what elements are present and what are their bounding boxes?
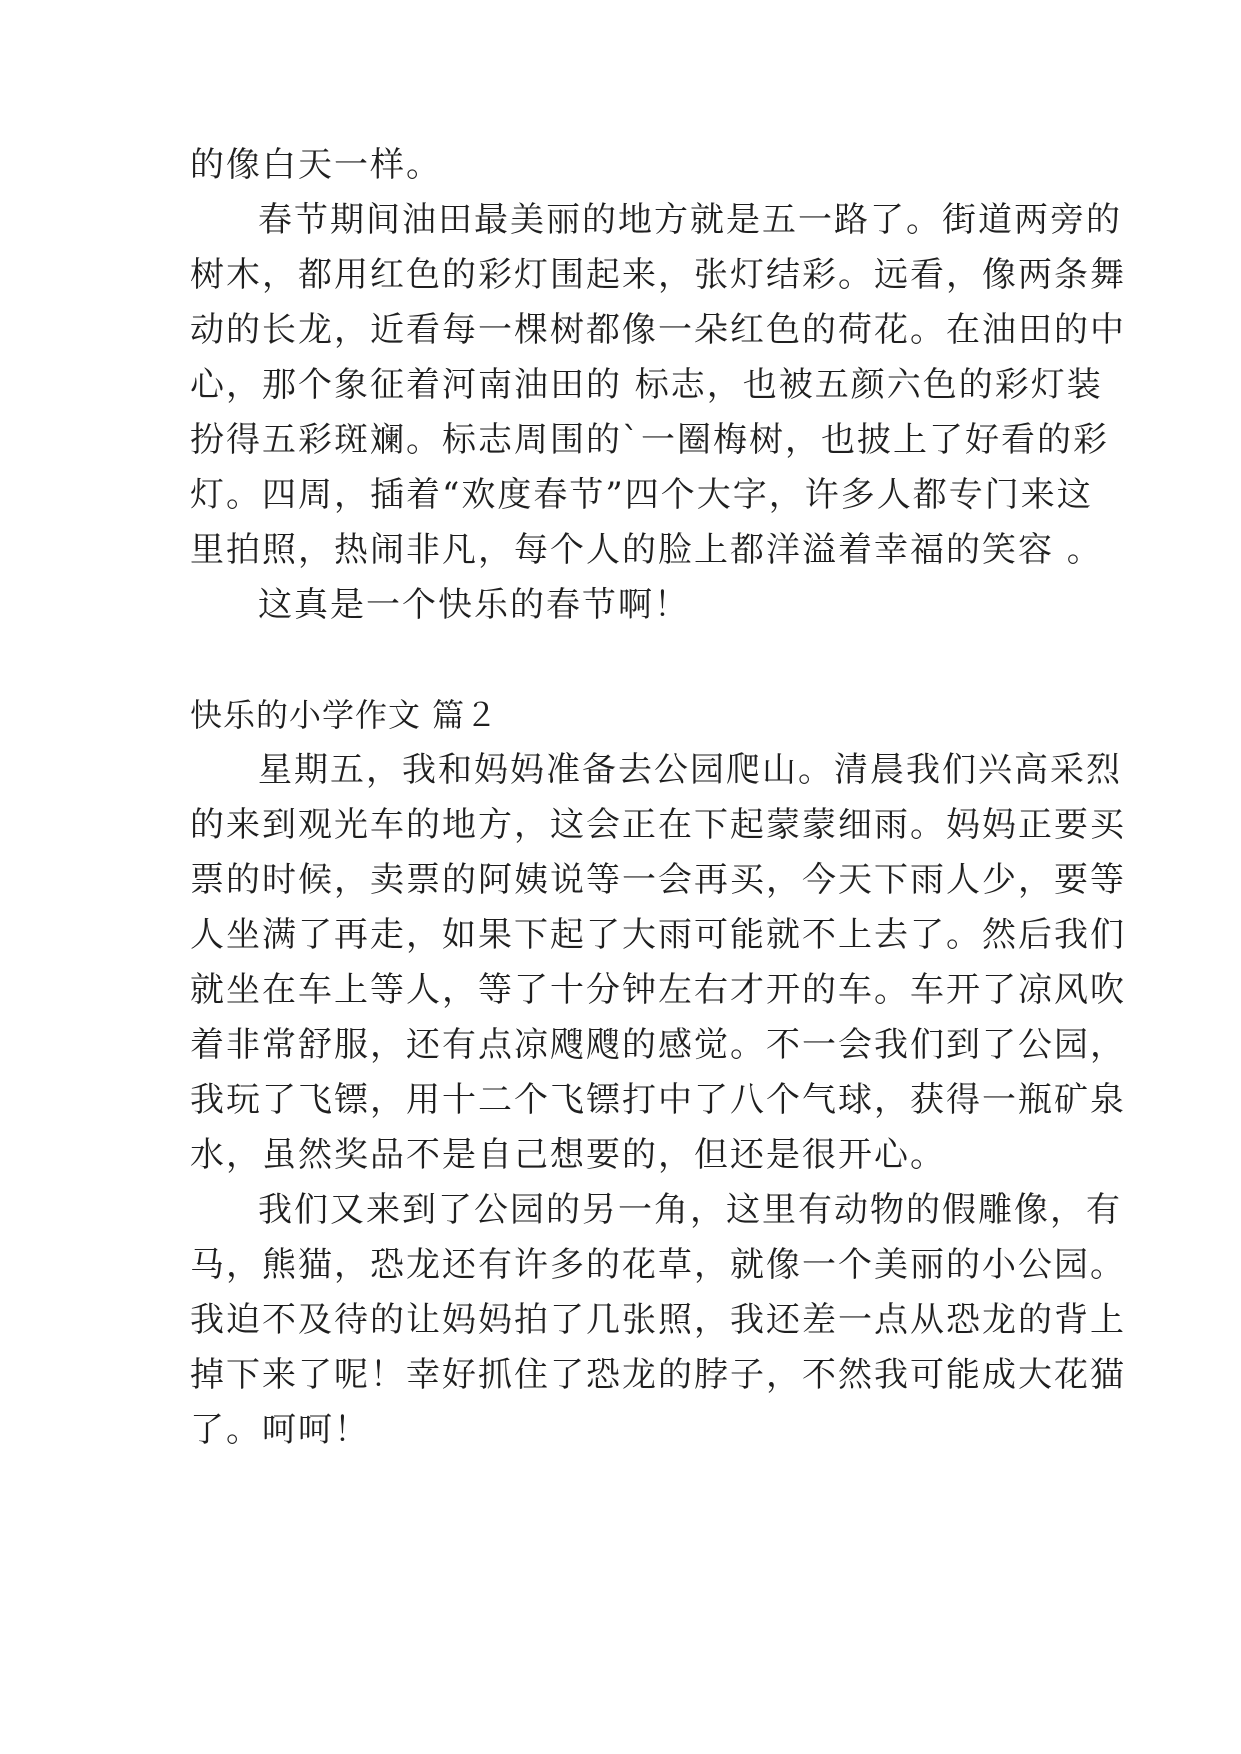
section-heading: 快乐的小学作文 篇２ (190, 696, 499, 734)
text-line: 的像白天一样。 (190, 145, 442, 185)
paragraph-start: 我们又来到了公园的另一角，这里有动物的假雕像，有 (258, 1190, 1122, 1230)
text-line: 动的长龙，近看每一棵树都像一朵红色的荷花。在油田的中 (190, 310, 1126, 350)
text-line: 票的时候，卖票的阿姨说等一会再买，今天下雨人少，要等 (190, 860, 1126, 900)
text-line: 着非常舒服，还有点凉飕飕的感觉。不一会我们到了公园， (190, 1025, 1126, 1065)
text-line: 灯。四周，插着“欢度春节”四个大字，许多人都专门来这 (190, 475, 1093, 515)
text-line: 我玩了飞镖，用十二个飞镖打中了八个气球，获得一瓶矿泉 (190, 1080, 1126, 1120)
text-line: 我迫不及待的让妈妈拍了几张照，我还差一点从恐龙的背上 (190, 1300, 1126, 1340)
text-line: 树木，都用红色的彩灯围起来，张灯结彩。远看，像两条舞 (190, 255, 1126, 295)
text-line: 心，那个象征着河南油田的 标志，也被五颜六色的彩灯装 (190, 365, 1103, 405)
paragraph-start: 星期五，我和妈妈准备去公园爬山。清晨我们兴高采烈 (258, 750, 1122, 790)
paragraph-start: 春节期间油田最美丽的地方就是五一路了。街道两旁的 (258, 200, 1122, 240)
text-line: 扮得五彩斑斓。标志周围的`一圈梅树，也披上了好看的彩 (190, 420, 1109, 460)
text-line: 马，熊猫，恐龙还有许多的花草，就像一个美丽的小公园。 (190, 1245, 1126, 1285)
text-line: 水，虽然奖品不是自己想要的，但还是很开心。 (190, 1135, 946, 1175)
paragraph-start: 这真是一个快乐的春节啊！ (258, 585, 690, 625)
text-line: 就坐在车上等人，等了十分钟左右才开的车。车开了凉风吹 (190, 970, 1126, 1010)
text-line: 里拍照，热闹非凡，每个人的脸上都洋溢着幸福的笑容 。 (190, 530, 1103, 570)
text-line: 掉下来了呢！幸好抓住了恐龙的脖子，不然我可能成大花猫 (190, 1355, 1126, 1395)
text-line: 的来到观光车的地方，这会正在下起蒙蒙细雨。妈妈正要买 (190, 805, 1126, 845)
text-line: 人坐满了再走，如果下起了大雨可能就不上去了。然后我们 (190, 915, 1126, 955)
text-line: 了。呵呵！ (190, 1410, 370, 1450)
